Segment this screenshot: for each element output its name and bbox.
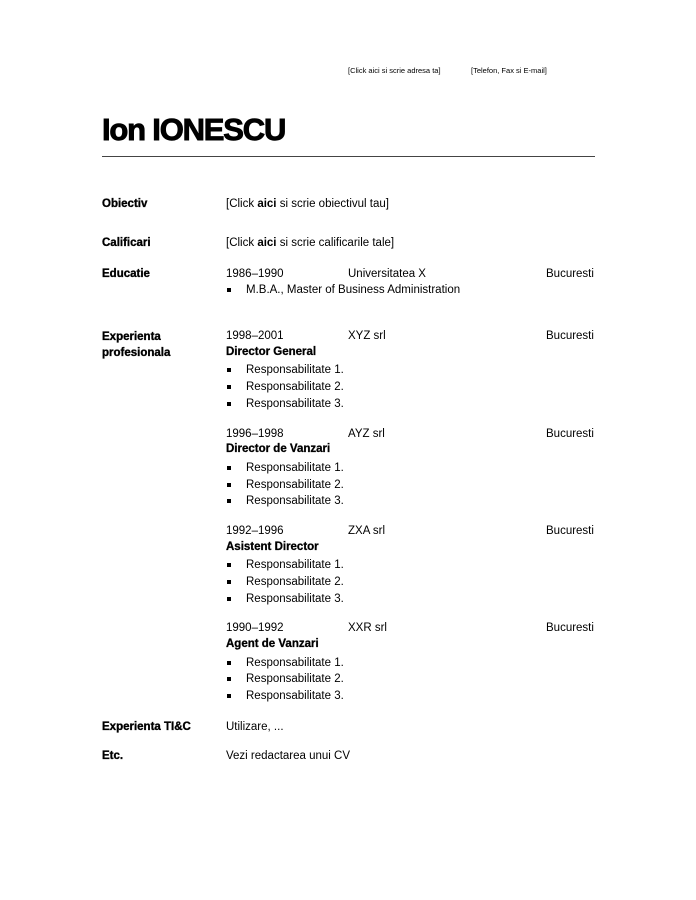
job-city: Bucuresti (546, 428, 594, 440)
bullet-icon (227, 288, 231, 292)
job-city: Bucuresti (546, 622, 594, 634)
bullet-icon (227, 580, 231, 584)
job-responsibility: Responsabilitate 3. (246, 690, 344, 702)
job-responsibility: Responsabilitate 2. (246, 673, 344, 685)
objective-bold: aici (257, 198, 277, 210)
job-company: XXR srl (348, 622, 387, 634)
job-city: Bucuresti (546, 525, 594, 537)
job-responsibility: Responsabilitate 1. (246, 559, 344, 571)
bullet-icon (227, 597, 231, 601)
qualifications-label: Calificari (102, 237, 151, 249)
qualifications-prefix: [Click (226, 237, 258, 249)
etc-label: Etc. (102, 750, 124, 762)
contact-placeholder[interactable]: [Telefon, Fax si E-mail] (471, 66, 547, 75)
objective-suffix: si scrie obiectivul tau] (276, 198, 389, 210)
bullet-icon (227, 368, 231, 372)
job-responsibility: Responsabilitate 1. (246, 462, 344, 474)
objective-placeholder[interactable] (226, 196, 389, 212)
education-city: Bucuresti (546, 268, 594, 280)
job-company: ZXA srl (348, 525, 386, 537)
qualifications-suffix: si scrie calificarile tale] (276, 237, 395, 249)
bullet-icon (227, 385, 231, 389)
job-period: 1998–2001 (226, 330, 284, 342)
qualifications-bold: aici (257, 237, 277, 249)
bullet-icon (227, 402, 231, 406)
experience-label-line1: Experienta (102, 331, 161, 343)
job-period: 1996–1998 (226, 428, 284, 440)
job-responsibility: Responsabilitate 1. (246, 364, 344, 376)
job-company: AYZ srl (348, 428, 385, 440)
job-title: Agent de Vanzari (226, 638, 319, 650)
bullet-icon (227, 694, 231, 698)
bullet-icon (227, 563, 231, 567)
objective-prefix: [Click (226, 198, 258, 210)
bullet-icon (227, 466, 231, 470)
it-experience-text: Utilizare, ... (226, 721, 284, 733)
candidate-name: Ion IONESCU (102, 112, 286, 147)
it-experience-label: Experienta TI&C (102, 721, 191, 733)
job-responsibility: Responsabilitate 2. (246, 479, 344, 491)
job-responsibility: Responsabilitate 3. (246, 398, 344, 410)
education-period: 1986–1990 (226, 268, 284, 280)
job-period: 1990–1992 (226, 622, 284, 634)
job-city: Bucuresti (546, 330, 594, 342)
job-title: Director de Vanzari (226, 443, 331, 455)
header-divider (102, 156, 595, 157)
bullet-icon (227, 677, 231, 681)
job-responsibility: Responsabilitate 3. (246, 593, 344, 605)
job-responsibility: Responsabilitate 2. (246, 576, 344, 588)
qualifications-placeholder[interactable] (226, 235, 394, 251)
address-placeholder[interactable]: [Click aici si scrie adresa ta] (348, 66, 441, 75)
etc-text: Vezi redactarea unui CV (226, 750, 351, 762)
job-company: XYZ srl (348, 330, 386, 342)
job-title: Asistent Director (226, 541, 319, 553)
objective-label: Obiectiv (102, 198, 148, 210)
job-responsibility: Responsabilitate 2. (246, 381, 344, 393)
education-institution: Universitatea X (348, 268, 426, 280)
job-period: 1992–1996 (226, 525, 284, 537)
experience-label-line2: profesionala (102, 347, 171, 359)
education-degree: M.B.A., Master of Business Administration (246, 284, 461, 296)
job-title: Director General (226, 346, 317, 358)
job-responsibility: Responsabilitate 1. (246, 657, 344, 669)
bullet-icon (227, 499, 231, 503)
bullet-icon (227, 661, 231, 665)
bullet-icon (227, 483, 231, 487)
education-label: Educatie (102, 268, 150, 280)
job-responsibility: Responsabilitate 3. (246, 495, 344, 507)
